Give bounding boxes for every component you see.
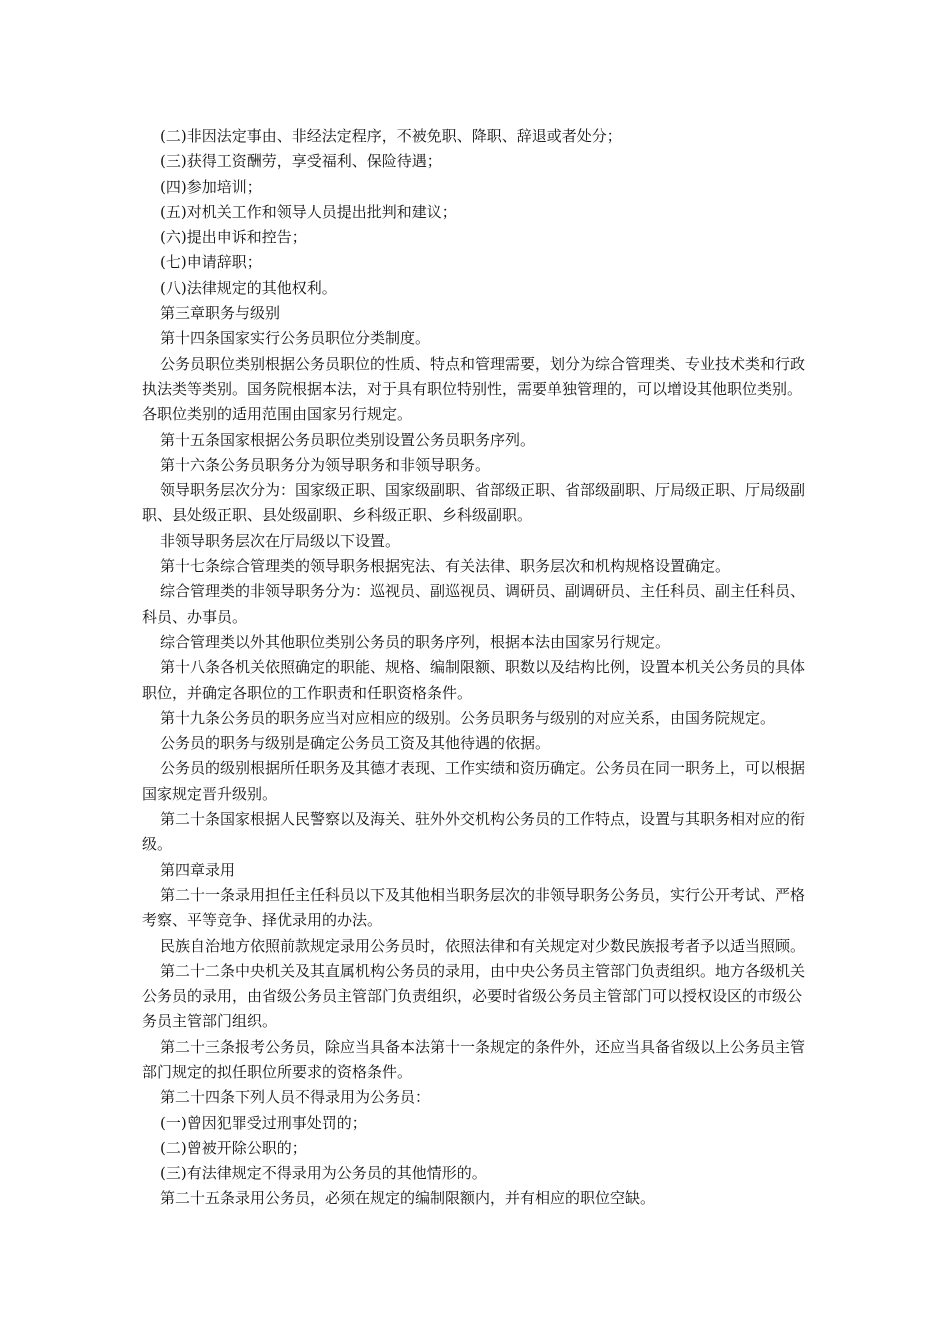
paragraph: (一)曾因犯罪受过刑事处罚的； [160, 1113, 367, 1132]
paragraph: (四)参加培训； [160, 177, 262, 196]
paragraph: 第二十条国家根据人民警察以及海关、驻外外交机构公务员的工作特点，设置与其职务相对应的衔级。 [142, 810, 806, 854]
paragraph: 第十四条国家实行公务员职位分类制度。 [160, 329, 431, 348]
paragraph: 公务员职位类别根据公务员职位的性质、特点和管理需要，划分为综合管理类、专业技术类和行政执法类等类别。国务院根据本法，对于具有职位特别性，需要单独管理的，可以增设其他职位类别。各职位类别的适用范围由国家另行规定。 [142, 354, 806, 424]
paragraph: 第二十一条录用担任主任科员以下及其他相当职务层次的非领导职务公务员，实行公开考试、严格考察、平等竞争、择优录用的办法。 [142, 885, 806, 930]
paragraph: 第十八条各机关依照确定的职能、规格、编制限额、职数以及结构比例，设置本机关公务员的具体职位，并确定各职位的工作职责和任职资格条件。 [142, 658, 806, 702]
paragraph: 第十五条国家根据公务员职位类别设置公务员职务序列。 [160, 430, 536, 449]
paragraph: 综合管理类以外其他职位类别公务员的职务序列，根据本法由国家另行规定。 [160, 632, 671, 651]
paragraph: 第二十四条下列人员不得录用为公务员： [160, 1088, 431, 1107]
paragraph: (八)法律规定的其他权利。 [160, 278, 337, 297]
document-body [142, 124, 812, 1212]
paragraph: 领导职务层次分为：国家级正职、国家级副职、省部级正职、省部级副职、厅局级正职、厅局级副职、县处级正职、县处级副职、乡科级正职、乡科级副职。 [142, 481, 806, 525]
paragraph: (三)获得工资酬劳，享受福利、保险待遇； [160, 152, 442, 171]
paragraph: 公务员的职务与级别是确定公务员工资及其他待遇的依据。 [160, 734, 551, 753]
paragraph: 第十六条公务员职务分为领导职务和非领导职务。 [160, 455, 491, 474]
paragraph: 第二十五条录用公务员，必须在规定的编制限额内，并有相应的职位空缺。 [160, 1189, 656, 1208]
chapter-heading: 第三章职务与级别 [160, 304, 281, 323]
paragraph: (五)对机关工作和领导人员提出批判和建议； [160, 202, 457, 221]
paragraph: 非领导职务层次在厅局级以下设置。 [160, 531, 401, 550]
paragraph: (三)有法律规定不得录用为公务员的其他情形的。 [160, 1164, 487, 1183]
paragraph: (六)提出申诉和控告； [160, 228, 307, 247]
paragraph: (二)非因法定事由、非经法定程序，不被免职、降职、辞退或者处分； [160, 127, 622, 145]
paragraph: 第十九条公务员的职务应当对应相应的级别。公务员职务与级别的对应关系，由国务院规定。 [160, 708, 776, 727]
chapter-heading: 第四章录用 [160, 860, 236, 879]
paragraph: 第二十三条报考公务员，除应当具备本法第十一条规定的条件外，还应当具备省级以上公务员主管部门规定的拟任职位所要求的资格条件。 [142, 1037, 806, 1081]
paragraph: (七)申请辞职； [160, 253, 262, 272]
paragraph: 综合管理类的非领导职务分为：巡视员、副巡视员、调研员、副调研员、主任科员、副主任科员、科员、办事员。 [142, 582, 806, 626]
paragraph: (二)曾被开除公职的； [160, 1138, 307, 1157]
paragraph: 公务员的级别根据所任职务及其德才表现、工作实绩和资历确定。公务员在同一职务上，可以根据国家规定晋升级别。 [142, 759, 806, 803]
paragraph: 第二十二条中央机关及其直属机构公务员的录用，由中央公务员主管部门负责组织。地方各级机关公务员的录用，由省级公务员主管部门负责组织，必要时省级公务员主管部门可以授权设区的市级公务员主管部门组织。 [142, 961, 806, 1031]
paragraph: 第十七条综合管理类的领导职务根据宪法、有关法律、职务层次和机构规格设置确定。 [160, 557, 731, 576]
paragraph: 民族自治地方依照前款规定录用公务员时，依照法律和有关规定对少数民族报考者予以适当照顾。 [160, 936, 806, 955]
